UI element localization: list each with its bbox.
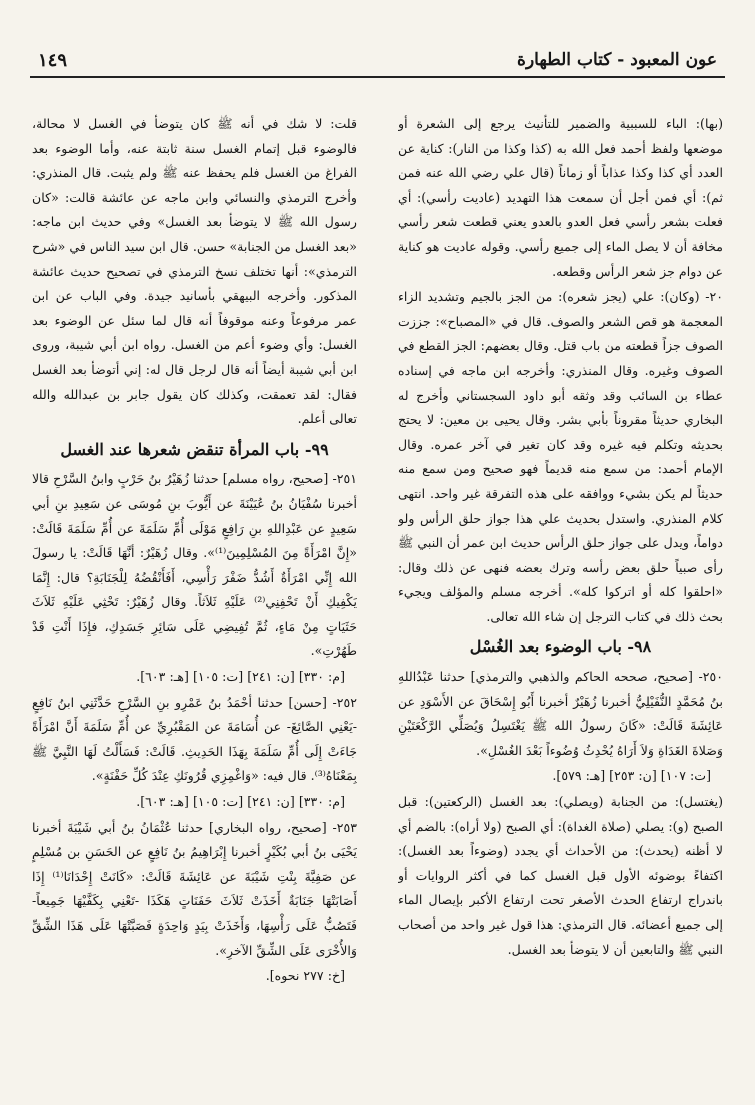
- running-title: عون المعبود - كتاب الطهارة: [517, 50, 717, 70]
- hadith-reference: [ت: ١٠٧] [ن: ٢٥٣] [هـ: ٥٧٩].: [552, 768, 711, 784]
- paragraph: (بها): الباء للسببية والضمير للتأنيث يرجع إلى الشعرة أو موضعها ولفظ أحمد فعل الله به (كذا وكذا من النار): كناية عن العدد أي كذا وكذا عذاباً أو زماناً (قال علي رضي الله عنه فمن ثم): أي فمن أجل أن سمعت هذا التهديد (عاديت رأسي): أي فعلت بشعر رأسي فعل العدو بالعدو يعني قطعت شعر رأسي مخافة أن لا يصل الماء إلى جميع رأسي. وقوله عاديت هو كناية عن دوام جز شعر الرأس وقطعه.: [398, 116, 723, 279]
- paragraph: ٢٥٢- [حسن] حدثنا أحْمَدُ بنُ عَمْرِو بنِ السَّرْحِ حَدَّثَنِي ابنُ نَافِعٍ -يَعْنِي الصَّائِغَ- عن أُسَامَةَ عن المَقْبُرِيِّ عن أُمِّ سَلَمَةَ أَنَّ امْرَأَةً جَاءَتْ إِلَى أُمِّ سَلَمَةَ بِهَذَا الحَدِيثِ. قَالَتْ: فَسَأَلْتُ لَهَا النَّبِيَّ ﷺ بِمَعْنَاهُ⁽³⁾. قال فيه: «وَاغْمِزِي قُرُونَكِ عِنْدَ كُلِّ حَفْنَةٍ».: [32, 694, 357, 784]
- paragraph: ٢٥١- [صحيح، رواه مسلم] حدثنا زُهَيْرُ بنُ حَرْبٍ وابنُ السَّرْحِ قالا أخبرنا سُفْيَانُ بنُ عُيَيْنَةَ عن أَيُّوبَ بنِ مُوسَى عن سَعِيدِ بنِ أبي سَعِيدٍ عن عَبْدِاللهِ بنِ رَافِعٍ مَوْلَى أُمِّ سَلَمَةَ عن أُمِّ سَلَمَةَ قَالَتْ: «إِنَّ امْرَأَةً مِنَ المُسْلِمِينَ⁽¹⁾». وقال زُهَيْرٌ: أنَّهَا قَالَتْ: يا رسولَ الله إِنِّي امْرَأَةٌ أَشُدُّ ضَفْرَ رَأْسِي، أَفَأَنْقُضُهُ لِلْجَنَابَةِ؟ قال: إِنَّمَا يَكْفِيكِ أَنْ تَحْفِنِي⁽²⁾ عَلَيْهِ ثَلاَثاً. وقال زُهَيْرٌ: تَحْثِي عَلَيْهِ ثَلاَثَ حَثَيَاتٍ مِنْ مَاءٍ، ثُمَّ تُفِيضِي عَلَى سَائِرِ جَسَدِكِ، فإِذَا أَنْتِ قَدْ طَهُرْتِ».: [32, 471, 357, 659]
- paragraph: ٢٥٣- [صحيح، رواه البخاري] حدثنا عُثْمَانُ بنُ أبي شَيْبَةَ أخبرنا يَحْيَى بنُ أبي بُكَيْرٍ أخبرنا إِبْرَاهِيمُ بنُ نَافِعٍ عن الحَسَنِ بن مُسْلِمٍ عن صَفِيَّةَ بِنْتِ شَيْبَةَ عن عَائِشَةَ قَالَتْ: «كَانَتْ إِحْدَانَا⁽¹⁾ إِذَا أَصَابَتْهَا جَنَابَةٌ أَخَذَتْ ثَلاَثَ حَفَنَاتٍ هَكَذَا -تَعْنِي بِكَفَّيْهَا جَمِيعاً- فَتَصُبُّ عَلَى رَأْسِهَا، وَأَخَذَتْ بِيَدٍ وَاحِدَةٍ فَصَبَّتْهَا عَلَى هَذَا الشِّقِّ وَالأُخْرَى عَلَى الشِّقِّ الآخرِ».: [32, 819, 357, 958]
- paragraph: ٢٥٠- [صحيح، صححه الحاكم والذهبي والترمذي] حدثنا عَبْدُاللهِ بنُ مُحَمَّدٍ النُّفَيْلِيُّ أخبرنا زُهَيْرٌ أخبرنا أَبُو إِسْحَاقَ عن الأَسْوَدِ عن عَائِشَةَ قَالَتْ: «كَانَ رسولُ الله ﷺ يَغْتَسِلُ وَيُصَلِّي الرَّكْعَتَيْنِ وَصَلاةَ الغَدَاةِ وَلاَ أَرَاهُ يُحْدِثُ وُضُوءاً بَعْدَ الغُسْلِ».: [398, 669, 723, 758]
- hadith-reference: [م: ٣٣٠] [ن: ٢٤١] [ت: ١٠٥] [هـ: ٦٠٣].: [136, 669, 345, 685]
- paragraph: (يغتسل): من الجنابة (ويصلي): بعد الغسل (الركعتين): قبل الصبح (و): يصلي (صلاة الغداة): أي الصبح (ولا أراه): بالضم أي لا أظنه (يحدث): من الأحداث أي يجدد (وضوءاً بعد الغسل): اكتفاءً بوضوئه الأول قبل الغسل كما في أكثر الروايات أو باندراج ارتفاع الحدث الأصغر تحت ارتفاع الأكبر بإيصال الماء إلى جميع أعضائه. قال الترمذي: هذا قول غير واحد من أصحاب النبي ﷺ والتابعين أن لا يتوضأ بعد الغسل.: [398, 794, 723, 957]
- left-text-column: [32, 112, 357, 1077]
- chapter-heading: ٩٩- باب المرأة تنقض شعرها عند الغسل: [60, 439, 329, 459]
- hadith-reference: [م: ٣٣٠] [ن: ٢٤١] [ت: ١٠٥] [هـ: ٦٠٣].: [136, 794, 345, 810]
- paragraph: قلت: لا شك في أنه ﷺ كان يتوضأ في الغسل لا محالة، فالوضوء قبل إتمام الغسل سنة ثابتة عنه، وأما الوضوء بعد الفراغ من الغسل فلم يحفظ عنه ﷺ ولم يثبت. قال المنذري: وأخرج الترمذي والنسائي وابن ماجه عن عائشة قالت: «كان رسول الله ﷺ لا يتوضأ بعد الغسل» وفي حديث ابن ماجه: «بعد الغسل من الجنابة» حسن. قال ابن سيد الناس في «شرح الترمذي»: أنها تختلف نسخ الترمذي في تصحيح حديث عائشة المذكور. وأخرجه البيهقي بأسانيد جيدة. وفي الباب عن ابن عمر مرفوعاً وعنه موقوفاً أنه قال لما سئل عن الوضوء بعد الغسل: وأي وضوء أعم من الغسل. رواه ابن أبي شيبة، وروى ابن أبي شيبة أيضاً أنه قال لرجل قال له: إني أتوضأ بعد الغسل فقال: لقد تعمقت، وكذلك كان يقول جابر بن عبدالله والله تعالى أعلم.: [32, 116, 357, 427]
- hadith-reference: [خ: ٢٧٧ نحوه].: [265, 968, 345, 984]
- page-number: ١٤٩: [38, 50, 68, 71]
- chapter-heading: ٩٨- باب الوضوء بعد الغُسْل: [469, 637, 652, 657]
- right-text-column: [398, 112, 723, 1077]
- page-header: [30, 44, 725, 78]
- paragraph: ٢٠- (وكان): علي (يجز شعره): من الجز بالجيم وتشديد الزاء المعجمة هو قص الشعر والصوف. قال في «المصباح»: جززت الصوف جزاً قطعته من باب قتل. وقال بعضهم: الجز القطع في الصوف وغيره. وقال المنذري: وأخرجه ابن ماجه في إسناده عطاء بن السائب وقد وثقه أبو داود السجستاني وأخرج له البخاري حديثاً مقروناً بأبي بشر. وقال يحيى بن معين: لا يحتج بحديثه وتكلم فيه غيره وقد كان تغير في آخر عمره. وقال الإمام أحمد: من سمع منه قديماً فهو صحيح ومن سمع منه حديثاً لم يكن بشيء ووافقه على هذه التفرقة غير واحد. انتهى كلام المنذري. واستدل بحديث علي هذا جواز حلق الرأس ولو دواماً، ويدل على جواز حلق الرأس حديث ابن عمر أن النبي ﷺ رأى صبياً حلق بعض رأسه وترك بعضه فنهى عن ذلك وقال: «احلقوا كله أو اتركوا كله». أخرجه مسلم والمؤلف ويجيء بحث ذلك في كتاب الترجل إن شاء الله تعالى.: [398, 289, 723, 624]
